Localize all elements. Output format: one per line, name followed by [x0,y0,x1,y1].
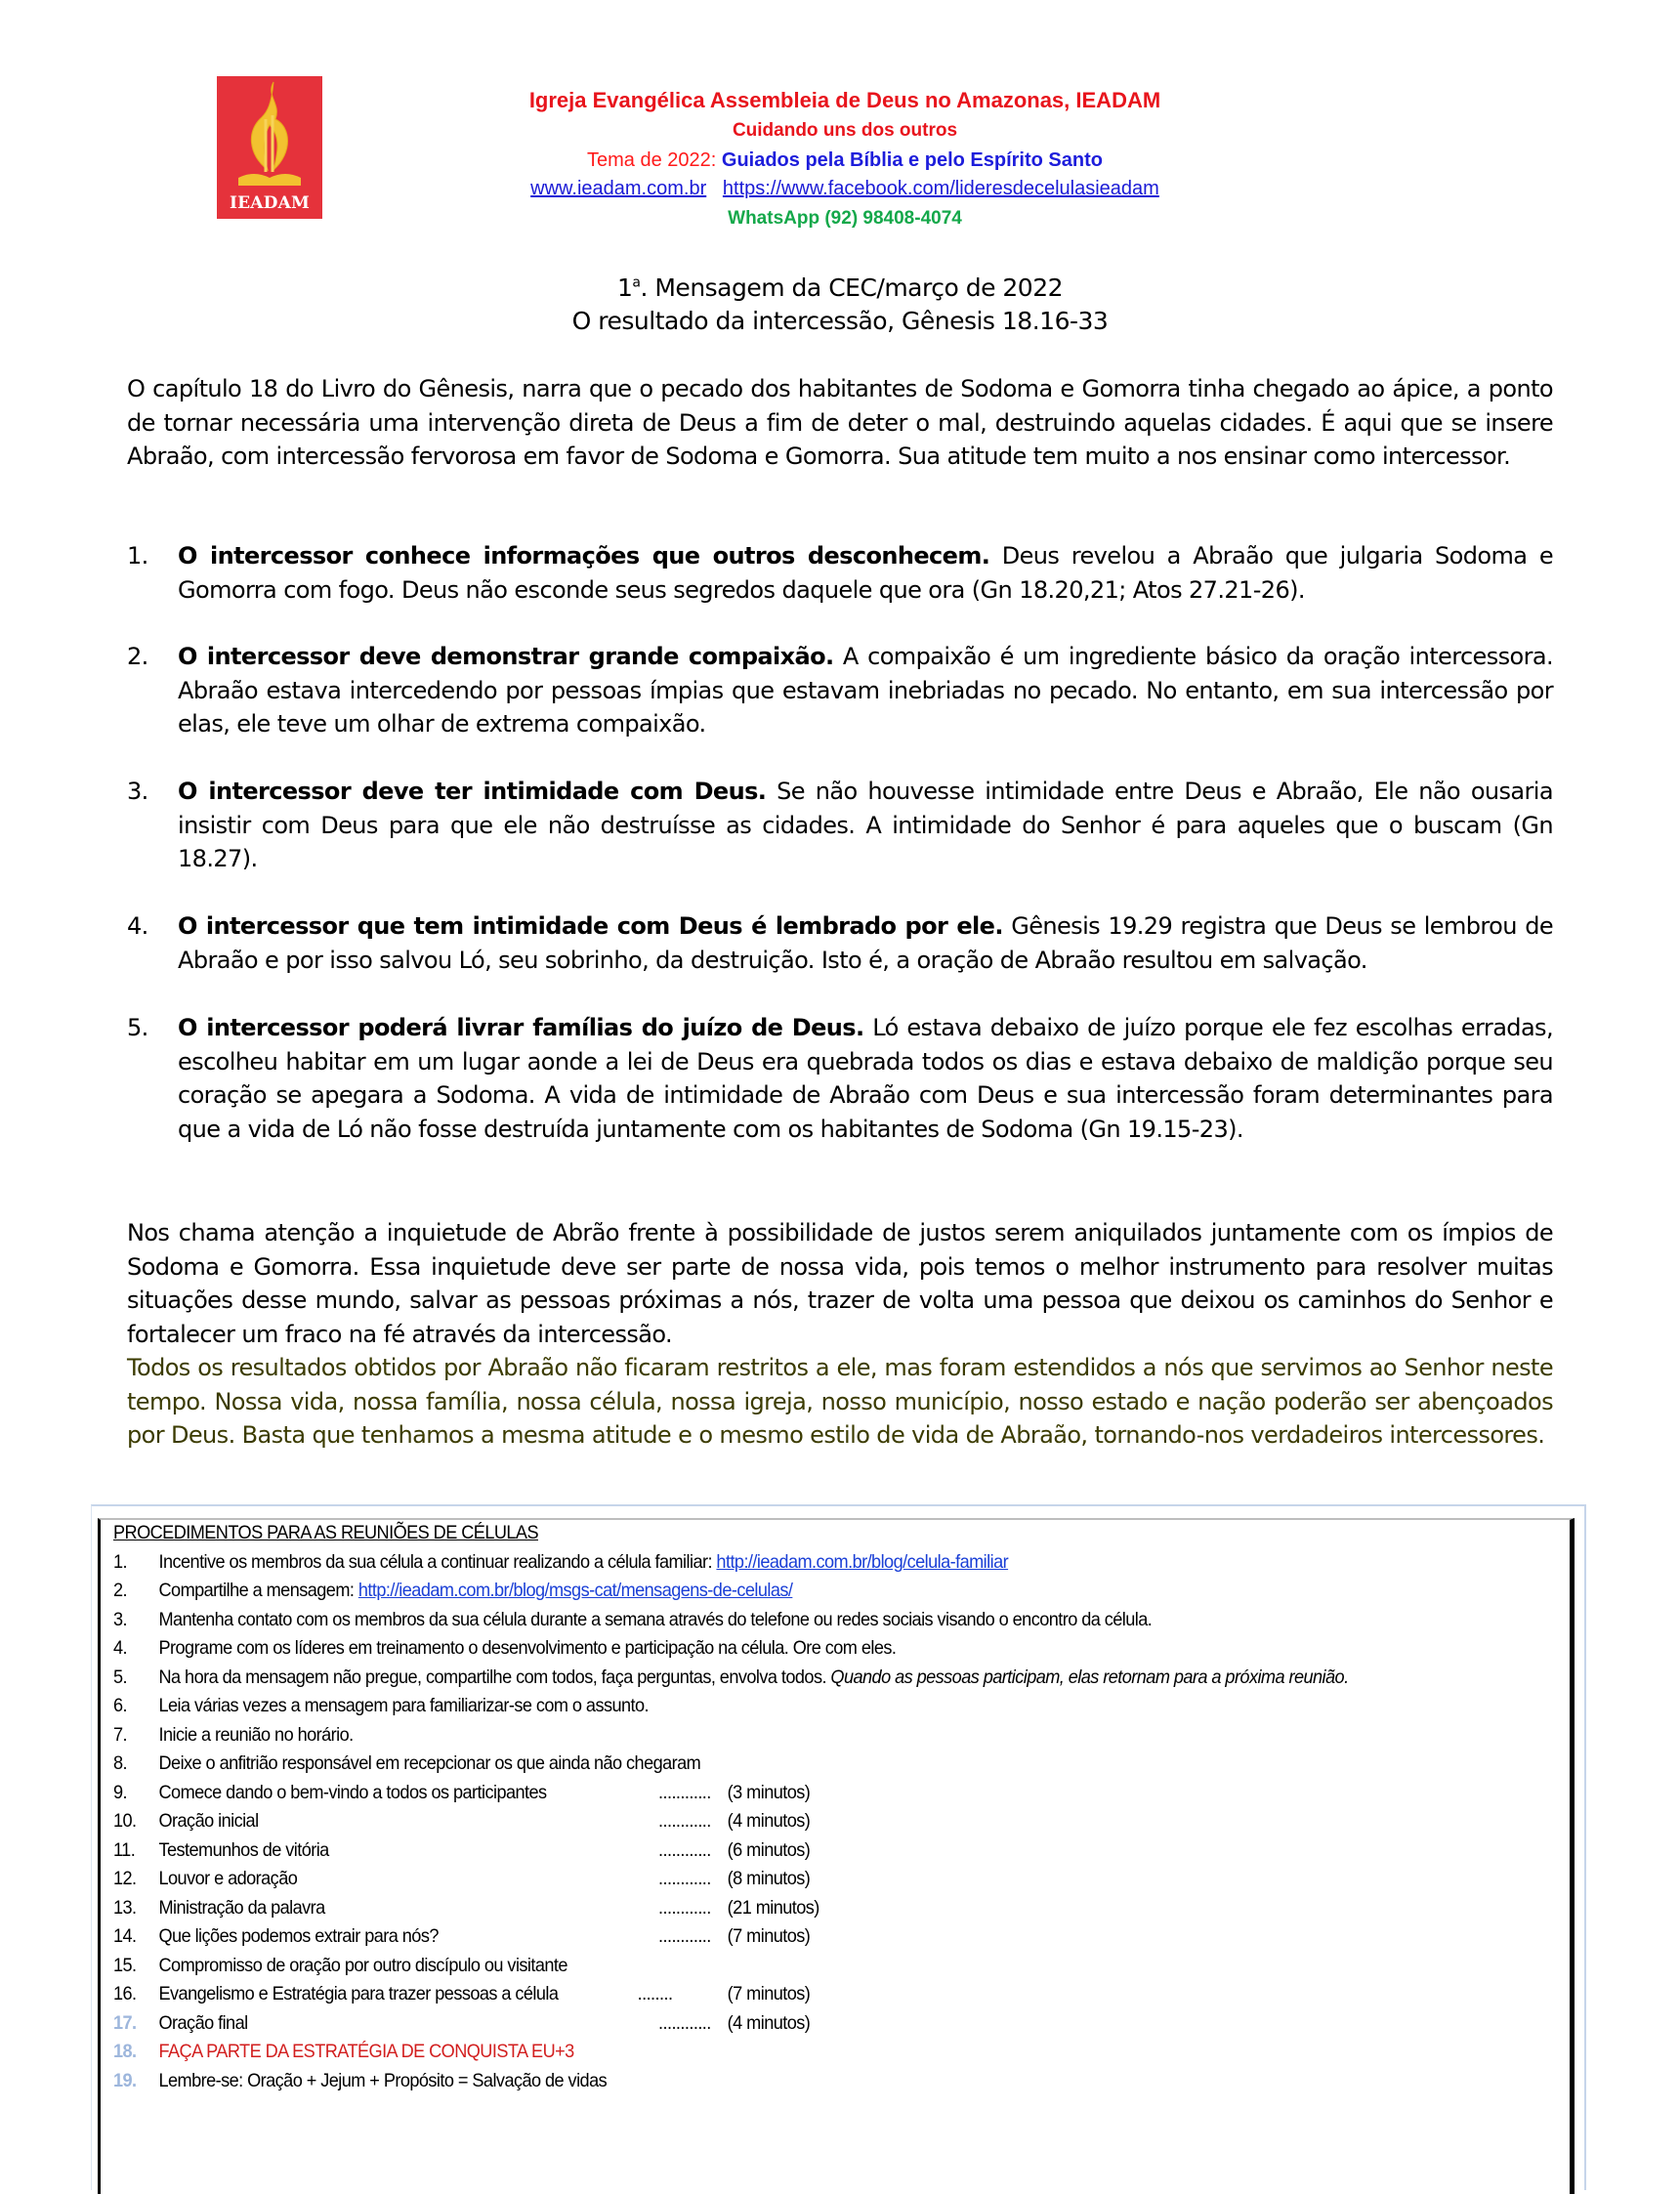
message-number [0,274,1680,302]
item-number: 9. [113,1781,128,1803]
item-text: Programe com os líderes em treinamento o desenvolvimento e participação na célula. Ore com eles. [158,1637,897,1659]
item-text: Testemunhos de vitória [158,1838,329,1861]
procedure-item [113,2009,1467,2039]
procedure-item [113,1577,1467,1606]
procedure-item [113,1721,1467,1751]
item-text: Lembre-se: Oração + Jejum + Propósito = Salvação de vidas [158,2069,608,2091]
point-number: 5. [127,1014,148,1041]
theme-value: Guiados pela Bíblia e pelo Espírito Santo [721,149,1103,171]
item-text: Na hora da mensagem não pregue, compartilhe com todos, faça perguntas, envolva todos. [158,1666,831,1688]
point-heading: O intercessor poderá livrar famílias do juízo de Deus. [178,1014,864,1041]
point-number: 2. [127,643,148,670]
point-text: Ló estava debaixo de juízo porque ele fez escolhas erradas, escolheu habitar em um lugar aonde a lei de Deus era quebrada todos os dias e estava debaixo de maldição porque seu coração se apegara a Sodoma. A vida de intimidade de Abraão com Deus e sua intercessão foram determinantes para que a vida de Ló não fosse destruída juntamente com os habitantes de Sodoma (Gn 19.15-23). [178,1014,1553,1143]
item-number: 2. [113,1580,128,1601]
item-duration: (21 minutos) [727,1896,819,1919]
item-duration: (3 minutos) [727,1781,811,1803]
website-link[interactable]: www.ieadam.com.br [530,178,707,199]
theme-label: Tema de 2022: [587,149,722,171]
leader-dots: ............ [658,1925,711,1947]
item-number: 7. [113,1723,128,1746]
item-text: Que lições podemos extrair para nós? [158,1925,439,1947]
church-name: Igreja Evangélica Assembleia de Deus no Amazonas, IEADAM [528,88,1161,112]
item-number: 11. [113,1838,136,1861]
item-text: Incentive os membros da sua célula a continuar realizando a célula familiar: [158,1550,717,1573]
procedure-item [113,1606,1467,1635]
point-text: Se não houvesse intimidade entre Deus e Abraão, Ele não ousaria insistir com Deus para que ele não destruísse as cidades. A intimidade do Senhor é para aqueles que o buscam (Gn 18.27). [178,778,1553,872]
procedure-item [113,1548,1467,1578]
item-duration: (8 minutos) [727,1868,811,1889]
item-number: 6. [113,1695,128,1716]
point-number: 3. [127,778,148,805]
point-heading: O intercessor conhece informações que outros desconhecem. [178,542,990,570]
leader-dots: ............ [658,1781,711,1803]
procedure-item [113,1836,1467,1866]
procedure-item [113,1692,1467,1721]
mensagens-link[interactable]: http://ieadam.com.br/blog/msgs-cat/mensagens-de-celulas/ [357,1580,793,1601]
ieadam-logo [217,76,322,219]
item-text: Compartilhe a mensagem: [158,1580,358,1601]
procedure-item [113,1664,1467,1693]
facebook-link[interactable]: https://www.facebook.com/lideresdecelulasieadam [722,178,1159,199]
item-number: 13. [113,1896,137,1919]
point-heading: O intercessor deve ter intimidade com Deus. [178,778,767,805]
procedure-item [113,2038,1467,2067]
item-duration: (4 minutos) [727,1810,811,1832]
logo-text: IEADAM [229,193,311,213]
point-item [127,640,1553,741]
item-text: Comece dando o bem-vindo a todos os participantes [158,1781,547,1803]
leader-dots: ............ [658,1838,711,1861]
point-text: Deus revelou a Abraão que julgaria Sodoma e Gomorra com fogo. Deus não esconde seus segredos daquele que ora (Gn 18.20,21; Atos 27.21-26). [178,542,1554,604]
item-text: Mantenha contato com os membros da sua célula durante a semana através do telefone ou redes sociais visando o encontro da célula. [158,1608,1153,1630]
point-heading: O intercessor deve demonstrar grande compaixão. [178,643,834,670]
item-number: 19. [113,2069,137,2091]
procedure-item [113,1922,1467,1952]
point-heading: O intercessor que tem intimidade com Deus é lembrado por ele. [178,912,1003,940]
item-text: Deixe o anfitrião responsável em recepcionar os que ainda não chegaram [158,1752,701,1774]
point-item [127,539,1553,607]
procedures-title: PROCEDIMENTOS PARA AS REUNIÕES DE CÉLULAS [113,1522,538,1543]
point-item [127,775,1553,876]
item-duration: (4 minutos) [727,2011,811,2034]
whatsapp-contact: WhatsApp (92) 98408-4074 [728,208,962,229]
point-number: 1. [127,542,148,570]
celula-familiar-link[interactable]: http://ieadam.com.br/blog/celula-familiar [716,1550,1009,1573]
closing-highlight-paragraph: Todos os resultados obtidos por Abraão não ficaram restritos a ele, mas foram estendidos a nós que servimos ao Senhor neste tempo. Nossa vida, nossa família, nossa célula, nossa igreja, nosso município, nosso estado e nação poderão ser abençoados por Deus. Basta que tenhamos a mesma atitude e o mesmo estilo de vida de Abraão, tornando-nos verdadeiros intercessores. [127,1354,1553,1449]
procedure-item [113,2067,1467,2096]
item-number: 1. [113,1550,128,1573]
procedure-item [113,1865,1467,1894]
message-title: O resultado da intercessão, Gênesis 18.16-33 [571,307,1109,335]
item-number: 12. [113,1868,137,1889]
procedure-item [113,1750,1467,1779]
item-number: 14. [113,1925,137,1947]
item-italic-text: Quando as pessoas participam, elas retornam para a próxima reunião. [830,1666,1349,1688]
item-number: 15. [113,1954,137,1976]
item-text: Leia várias vezes a mensagem para familiarizar-se com o assunto. [158,1695,650,1716]
message-ordinal: 1 [616,274,633,302]
theme-line [332,149,1358,172]
leader-dots: ............ [658,1810,711,1832]
item-duration: (7 minutos) [727,1925,811,1947]
item-number: 8. [113,1752,128,1774]
item-number: 16. [113,1983,137,2004]
procedures-list [113,1519,1467,2095]
procedure-item [113,1807,1467,1836]
item-number: 10. [113,1810,137,1832]
point-item [127,909,1553,977]
procedure-item [113,1894,1467,1923]
item-text: Ministração da palavra [158,1896,325,1919]
item-text: Compromisso de oração por outro discípulo ou visitante [158,1954,567,1976]
item-number: 4. [113,1637,128,1659]
closing-paragraph: Nos chama atenção a inquietude de Abrão frente à possibilidade de justos serem aniquilados juntamente com os ímpios de Sodoma e Gomorra. Essa inquietude deve ser parte de nossa vida, pois temos o melhor instrumento para resolver muitas situações desse mundo, salvar as pessoas próximas a nós, trazer de volta uma pessoa que deixou os caminhos do Senhor e fortalecer um fraco na fé através da intercessão. [127,1219,1553,1348]
leader-dots: ............ [658,2011,711,2034]
flame-bible-icon [217,76,322,193]
point-item [127,1011,1553,1146]
item-text: Evangelismo e Estratégia para trazer pessoas a célula [158,1983,559,2004]
message-date: . Mensagem da CEC/março de 2022 [640,274,1064,302]
procedure-item [113,1952,1467,1981]
item-number: 17. [113,2011,137,2034]
item-text: Louvor e adoração [158,1868,298,1889]
intro-paragraph: O capítulo 18 do Livro do Gênesis, narra que o pecado dos habitantes de Sodoma e Gomorra tinha chegado ao ápice, a ponto de tornar necessária uma intervenção direta de Deus a fim de deter o mal, destruindo aquelas cidades. É aqui que se insere Abraão, com intercessão fervorosa em favor de Sodoma e Gomorra. Sua atitude tem muito a nos ensinar como intercessor. [127,375,1553,470]
item-duration: (6 minutos) [727,1838,811,1861]
leader-dots: ............ [658,1896,711,1919]
item-text: Inicie a reunião no horário. [158,1723,354,1746]
leader-dots: ........ [637,1983,673,2004]
item-text: Oração inicial [158,1810,259,1832]
item-text: FAÇA PARTE DA ESTRATÉGIA DE CONQUISTA EU+3 [158,2041,574,2062]
header-links [332,178,1358,200]
point-text: Gênesis 19.29 registra que Deus se lembrou de Abraão e por isso salvou Ló, seu sobrinho, da destruição. Isto é, a oração de Abraão resultou em salvação. [178,912,1553,974]
item-text: Oração final [158,2011,248,2034]
leader-dots: ............ [658,1868,711,1889]
point-text: A compaixão é um ingrediente básico da oração intercessora. Abraão estava intercedendo por pessoas ímpias que estavam inebriadas no pecado. No entanto, em sua intercessão por elas, ele teve um olhar de extrema compaixão. [178,643,1553,738]
ordinal-sup: a [632,274,641,291]
item-number: 18. [113,2041,137,2062]
item-number: 3. [113,1608,128,1630]
item-duration: (7 minutos) [727,1983,811,2004]
procedure-item [113,1634,1467,1664]
procedure-item [113,1779,1467,1808]
procedure-item [113,1980,1467,2009]
item-number: 5. [113,1666,128,1688]
church-motto: Cuidando uns dos outros [732,120,958,141]
point-number: 4. [127,912,148,940]
